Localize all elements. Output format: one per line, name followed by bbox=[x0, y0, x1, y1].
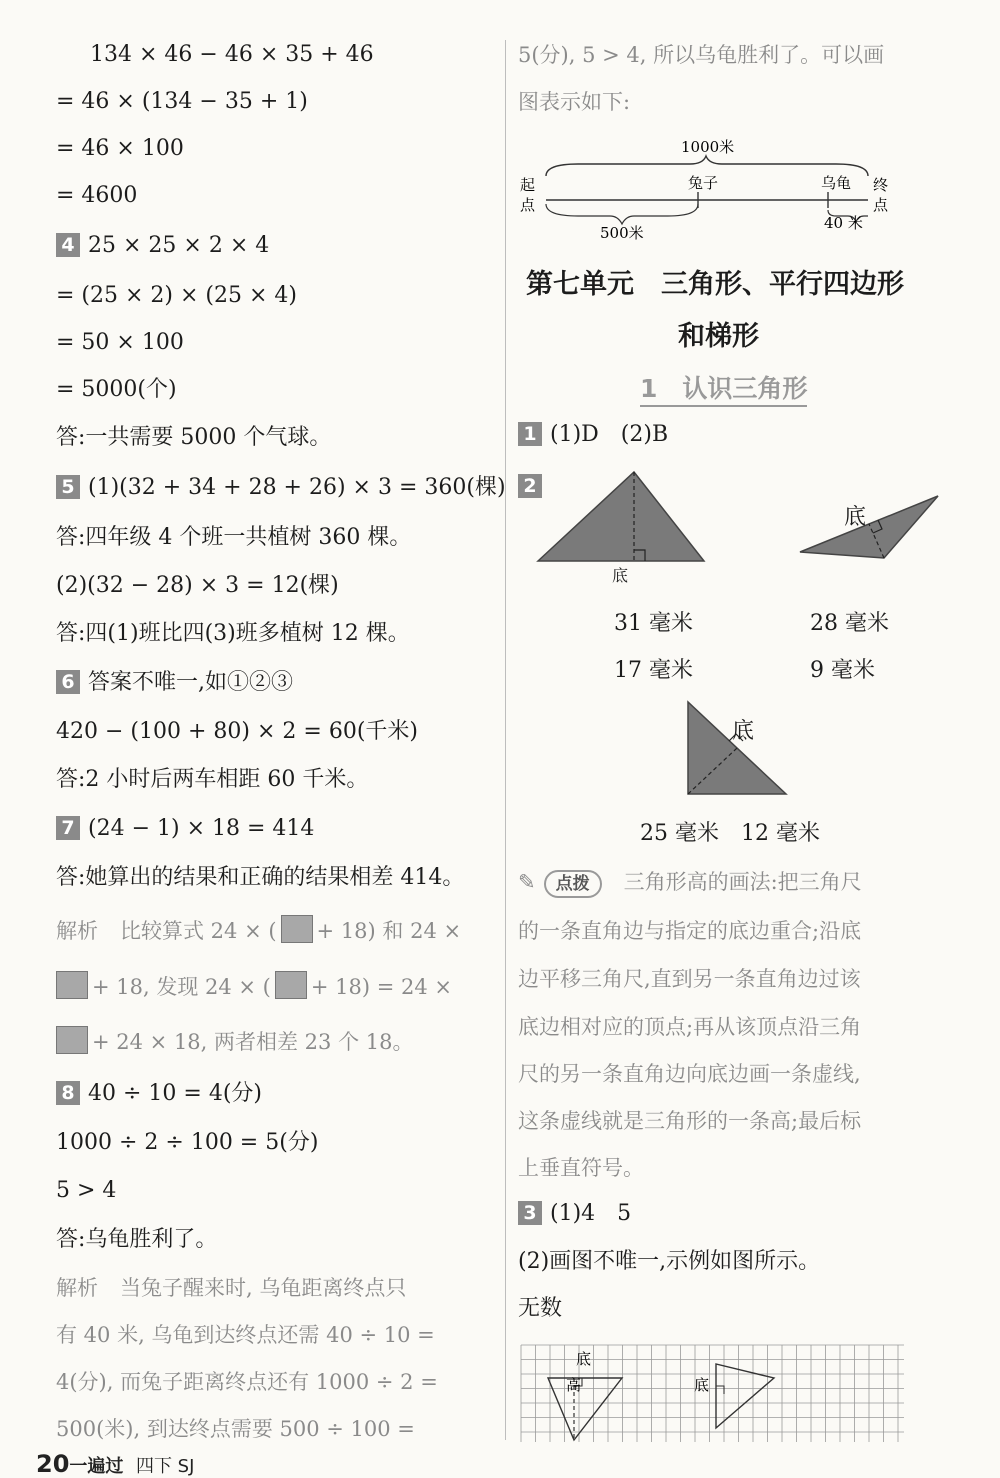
analysis-text: 比较算式 24 × ( bbox=[120, 919, 277, 943]
question-number-badge: 7 bbox=[56, 816, 80, 840]
triangle-2 bbox=[798, 494, 948, 564]
answer-line: 无数 bbox=[518, 1296, 563, 1321]
pencil-icon: ✎ bbox=[518, 870, 536, 894]
grid-drawing bbox=[520, 1344, 906, 1444]
answer-line: 答:一共需要 5000 个气球。 bbox=[56, 425, 332, 450]
question-7 bbox=[56, 814, 314, 844]
hint-line bbox=[518, 867, 862, 898]
analysis-line bbox=[56, 1273, 406, 1303]
end-label: 终 bbox=[873, 176, 889, 194]
brace-1000 bbox=[546, 156, 868, 176]
question-number-badge: 5 bbox=[56, 475, 80, 499]
brand-name: 一遍过 bbox=[69, 1456, 124, 1477]
calc-line: 5 > 4 bbox=[56, 1178, 117, 1203]
answer-text: (1)D (2)B bbox=[550, 422, 669, 447]
turtle-label: 乌龟 bbox=[821, 174, 852, 192]
question-number-badge: 6 bbox=[56, 670, 80, 694]
analysis-label: 解析 bbox=[56, 1276, 98, 1300]
analysis-text: + 18) 和 24 × bbox=[316, 919, 462, 943]
triangle-1 bbox=[536, 468, 708, 588]
analysis-text: 当兔子醒来时, 乌龟距离终点只 bbox=[120, 1276, 407, 1300]
start-label: 点 bbox=[520, 196, 536, 214]
hint-tag: 点拨 bbox=[544, 870, 602, 898]
grade-label: 四下 SJ bbox=[135, 1456, 195, 1477]
blank-box bbox=[275, 971, 307, 999]
right-angle-mark bbox=[716, 1386, 724, 1394]
calc-line: (24 − 1) × 18 = 414 bbox=[88, 816, 315, 841]
answer-line: 答:四(1)班比四(3)班多植树 12 棵。 bbox=[56, 621, 410, 646]
grid-triangle-2 bbox=[716, 1364, 774, 1428]
question-1 bbox=[518, 420, 668, 450]
answer-line: 答:乌龟胜利了。 bbox=[56, 1227, 218, 1252]
hint-line: 底边相对应的顶点;再从该顶点沿三角 bbox=[518, 1015, 862, 1039]
answer-text: (1)4 5 bbox=[550, 1201, 632, 1226]
calc-line: 1000 ÷ 2 ÷ 100 = 5(分) bbox=[56, 1130, 319, 1155]
blank-box bbox=[281, 915, 313, 943]
question-number-badge: 8 bbox=[56, 1081, 80, 1105]
page-number: 20 bbox=[36, 1450, 70, 1478]
analysis-line bbox=[56, 915, 461, 946]
analysis-line bbox=[56, 1026, 413, 1057]
question-8 bbox=[56, 1079, 262, 1109]
analysis-line: 5(分), 5 > 4, 所以乌龟胜利了。可以画 bbox=[518, 43, 885, 67]
calc-line: 答案不唯一,如①②③ bbox=[88, 670, 293, 695]
measurement: 28 毫米 bbox=[810, 611, 889, 636]
grid-triangle-1 bbox=[548, 1378, 622, 1440]
base-label: 底 bbox=[732, 719, 755, 744]
base-label: 底 bbox=[844, 505, 867, 530]
hint-text: 三角形高的画法:把三角尺 bbox=[623, 870, 862, 894]
triangle-shape bbox=[538, 472, 704, 561]
base-label: 底 bbox=[612, 566, 629, 585]
measurement: 25 毫米 12 毫米 bbox=[640, 821, 820, 846]
column-divider bbox=[505, 40, 506, 1440]
unit-title: 第七单元 三角形、平行四边形 bbox=[526, 269, 904, 300]
question-3 bbox=[518, 1199, 631, 1229]
diagram-total-label: 1000米 bbox=[681, 138, 735, 156]
blank-box bbox=[56, 1026, 88, 1054]
calc-line: 420 − (100 + 80) × 2 = 60(千米) bbox=[56, 719, 418, 744]
analysis-line: 有 40 米, 乌龟到达终点还需 40 ÷ 10 = bbox=[56, 1323, 435, 1347]
analysis-line: 500(米), 到达终点需要 500 ÷ 100 = bbox=[56, 1417, 415, 1441]
analysis-text: + 18, 发现 24 × ( bbox=[92, 975, 271, 999]
blank-box bbox=[56, 971, 88, 999]
question-5 bbox=[56, 473, 506, 503]
triangle-shape bbox=[800, 496, 938, 558]
question-6 bbox=[56, 668, 293, 698]
question-4 bbox=[56, 231, 269, 261]
distance-500-label: 500米 bbox=[600, 224, 644, 242]
height-label: 高 bbox=[566, 1376, 582, 1394]
question-number-badge: 4 bbox=[56, 233, 80, 257]
calc-line: 25 × 25 × 2 × 4 bbox=[88, 233, 270, 258]
analysis-text: + 24 × 18, 两者相差 23 个 18。 bbox=[92, 1030, 414, 1054]
base-label: 底 bbox=[576, 1350, 592, 1368]
answer-line: (2)画图不唯一,示例如图所示。 bbox=[518, 1249, 821, 1274]
hint-line: 边平移三角尺,直到另一条直角边过该 bbox=[518, 967, 861, 991]
distance-40-label: 40 米 bbox=[824, 214, 863, 232]
calc-line: = 5000(个) bbox=[56, 377, 177, 402]
question-number-badge: 3 bbox=[518, 1201, 542, 1225]
calc-line: = 50 × 100 bbox=[56, 330, 184, 355]
measurement: 17 毫米 bbox=[614, 658, 693, 683]
answer-line: 答:2 小时后两车相距 60 千米。 bbox=[56, 767, 369, 792]
calc-line: = 46 × 100 bbox=[56, 136, 184, 161]
end-label: 点 bbox=[873, 196, 889, 214]
page-footer bbox=[36, 1450, 194, 1478]
analysis-line bbox=[56, 971, 452, 1002]
unit-title: 和梯形 bbox=[678, 321, 759, 352]
question-number-badge: 2 bbox=[518, 474, 542, 498]
calc-line: = (25 × 2) × (25 × 4) bbox=[56, 283, 298, 308]
hint-line: 上垂直符号。 bbox=[518, 1156, 644, 1180]
hint-line: 这条虚线就是三角形的一条高;最后标 bbox=[518, 1109, 862, 1133]
answer-line: 答:四年级 4 个班一共植树 360 棵。 bbox=[56, 525, 412, 550]
analysis-line: 4(分), 而兔子距离终点还有 1000 ÷ 2 = bbox=[56, 1370, 438, 1394]
analysis-label: 解析 bbox=[56, 919, 98, 943]
calc-line: 134 × 46 − 46 × 35 + 46 bbox=[90, 42, 374, 67]
race-diagram bbox=[518, 130, 908, 245]
calc-line: = 46 × (134 − 35 + 1) bbox=[56, 89, 308, 114]
question-number-badge: 1 bbox=[518, 422, 542, 446]
rabbit-label: 兔子 bbox=[688, 174, 719, 192]
section-title: 1 认识三角形 bbox=[640, 369, 807, 407]
answer-line: 答:她算出的结果和正确的结果相差 414。 bbox=[56, 865, 465, 890]
measurement: 9 毫米 bbox=[810, 658, 875, 683]
brace-500 bbox=[546, 204, 698, 224]
start-label: 起 bbox=[520, 176, 536, 194]
calc-line: = 4600 bbox=[56, 183, 138, 208]
hint-line: 的一条直角边与指定的底边重合;沿底 bbox=[518, 919, 862, 943]
measurement: 31 毫米 bbox=[614, 611, 693, 636]
calc-line: 40 ÷ 10 = 4(分) bbox=[88, 1081, 262, 1106]
calc-line: (1)(32 + 34 + 28 + 26) × 3 = 360(棵) bbox=[88, 475, 506, 500]
calc-line: (2)(32 − 28) × 3 = 12(棵) bbox=[56, 573, 339, 598]
analysis-text: + 18) = 24 × bbox=[310, 975, 453, 999]
hint-line: 尺的另一条直角边向底边画一条虚线, bbox=[518, 1062, 861, 1086]
analysis-line: 图表示如下: bbox=[518, 90, 631, 114]
base-label: 底 bbox=[694, 1376, 710, 1394]
